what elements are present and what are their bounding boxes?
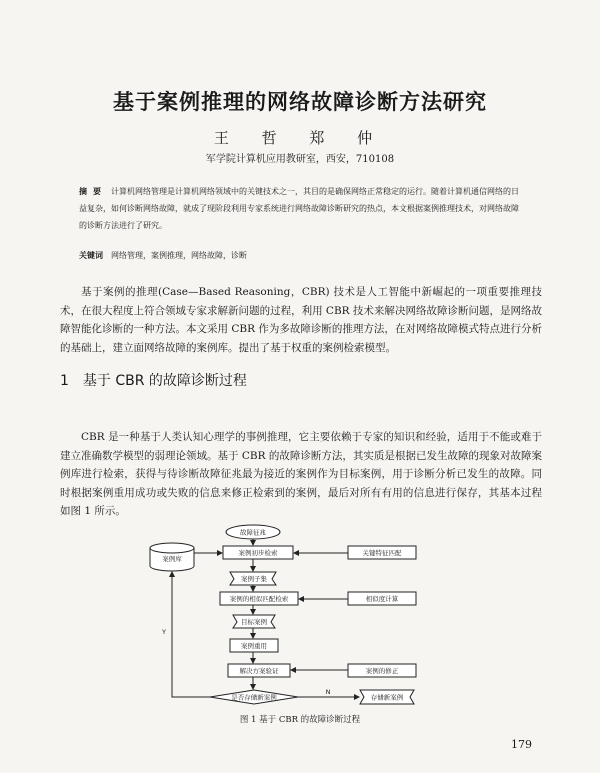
author-affiliation: 军学院计算机应用教研室，西安，710108 (205, 154, 395, 165)
section-title: 基于 CBR 的故障诊断过程 (82, 373, 247, 389)
label-case-set: 案例子集 (241, 575, 267, 583)
label-store-new: 存储新案例 (370, 693, 404, 702)
section-heading (60, 370, 247, 390)
page-number: 179 (511, 738, 532, 751)
label-no: N (325, 688, 331, 696)
abstract-label: 摘要 (79, 186, 107, 196)
keywords-text: 网络管理，案例推理，网络故障，诊断 (111, 251, 247, 260)
abstract (79, 183, 525, 234)
cbr-flowchart (120, 522, 520, 718)
label-start: 故障征兆 (240, 528, 266, 537)
section-number: 1 (60, 373, 69, 389)
keywords-label: 关键词 (79, 250, 103, 260)
label-solution-check: 解决方案验证 (239, 667, 279, 675)
intro-paragraph: 基于案例的推理(Case—Based Reasoning，CBR) 技术是人工智能中新崛起的一项重要推理技术，在很大程度上符合领域专家求解新问题的过程，利用 CBR 技术来解决网络故障诊断问题，是网络故障智能化诊断的一种方法。本文采用 CBR 作为多故障诊断的推理方法，在对网络故障模式特点进行分析的基础上，建立面网络故障的案例库。提出了基于权重的案例检索模型。 (60, 286, 542, 354)
author-names: 王 哲 郑 仲 (213, 129, 387, 147)
label-similarity-retrieval: 案例的相似匹配检索 (229, 595, 289, 603)
paper-title: 基于案例推理的网络故障诊断方法研究 (113, 90, 487, 114)
abstract-text: 计算机网络管理是计算机网络领域中的关键技术之一，其目的是确保网络正常稳定的运行。随着计算机通信网络的日益复杂，如何诊断网络故障，就成了现阶段利用专家系统进行网络故障诊断研究的热点，本文根据案例推理技术，对网络故障的诊断方法进行了研究。 (79, 187, 519, 230)
label-case-base: 案例库 (162, 555, 182, 563)
body-paragraph: CBR 是一种基于人类认知心理学的事例推理，它主要依赖于专家的知识和经验，适用于不能或难于建立准确数学模型的弱理论领域。基于 CBR 的故障诊断方法，其实质是根据已发生故障的现象对故障案例库进行检索，获得与待诊断故障征兆最为接近的案例作为目标案例，用于诊断分析已发生的故障。同时根据案例重用成功或失败的信息来修正检索到的案例，最后对所有有用的信息进行保存，其基本过程如图 1 所示。 (60, 431, 542, 517)
label-yes: Y (162, 628, 166, 636)
label-case-reuse: 案例重用 (241, 642, 267, 650)
label-case-revise: 案例的修正 (365, 667, 399, 675)
label-keyword-match: 关键特征匹配 (362, 549, 402, 557)
label-similarity-calc: 相似度计算 (365, 595, 399, 603)
keywords (79, 250, 525, 261)
label-target-case: 目标案例 (241, 618, 267, 626)
label-initial-retrieval: 案例初步检索 (238, 549, 278, 557)
figure-caption: 图 1 基于 CBR 的故障诊断过程 (239, 715, 361, 725)
label-save-decision: 是否存储新案例 (231, 693, 277, 702)
